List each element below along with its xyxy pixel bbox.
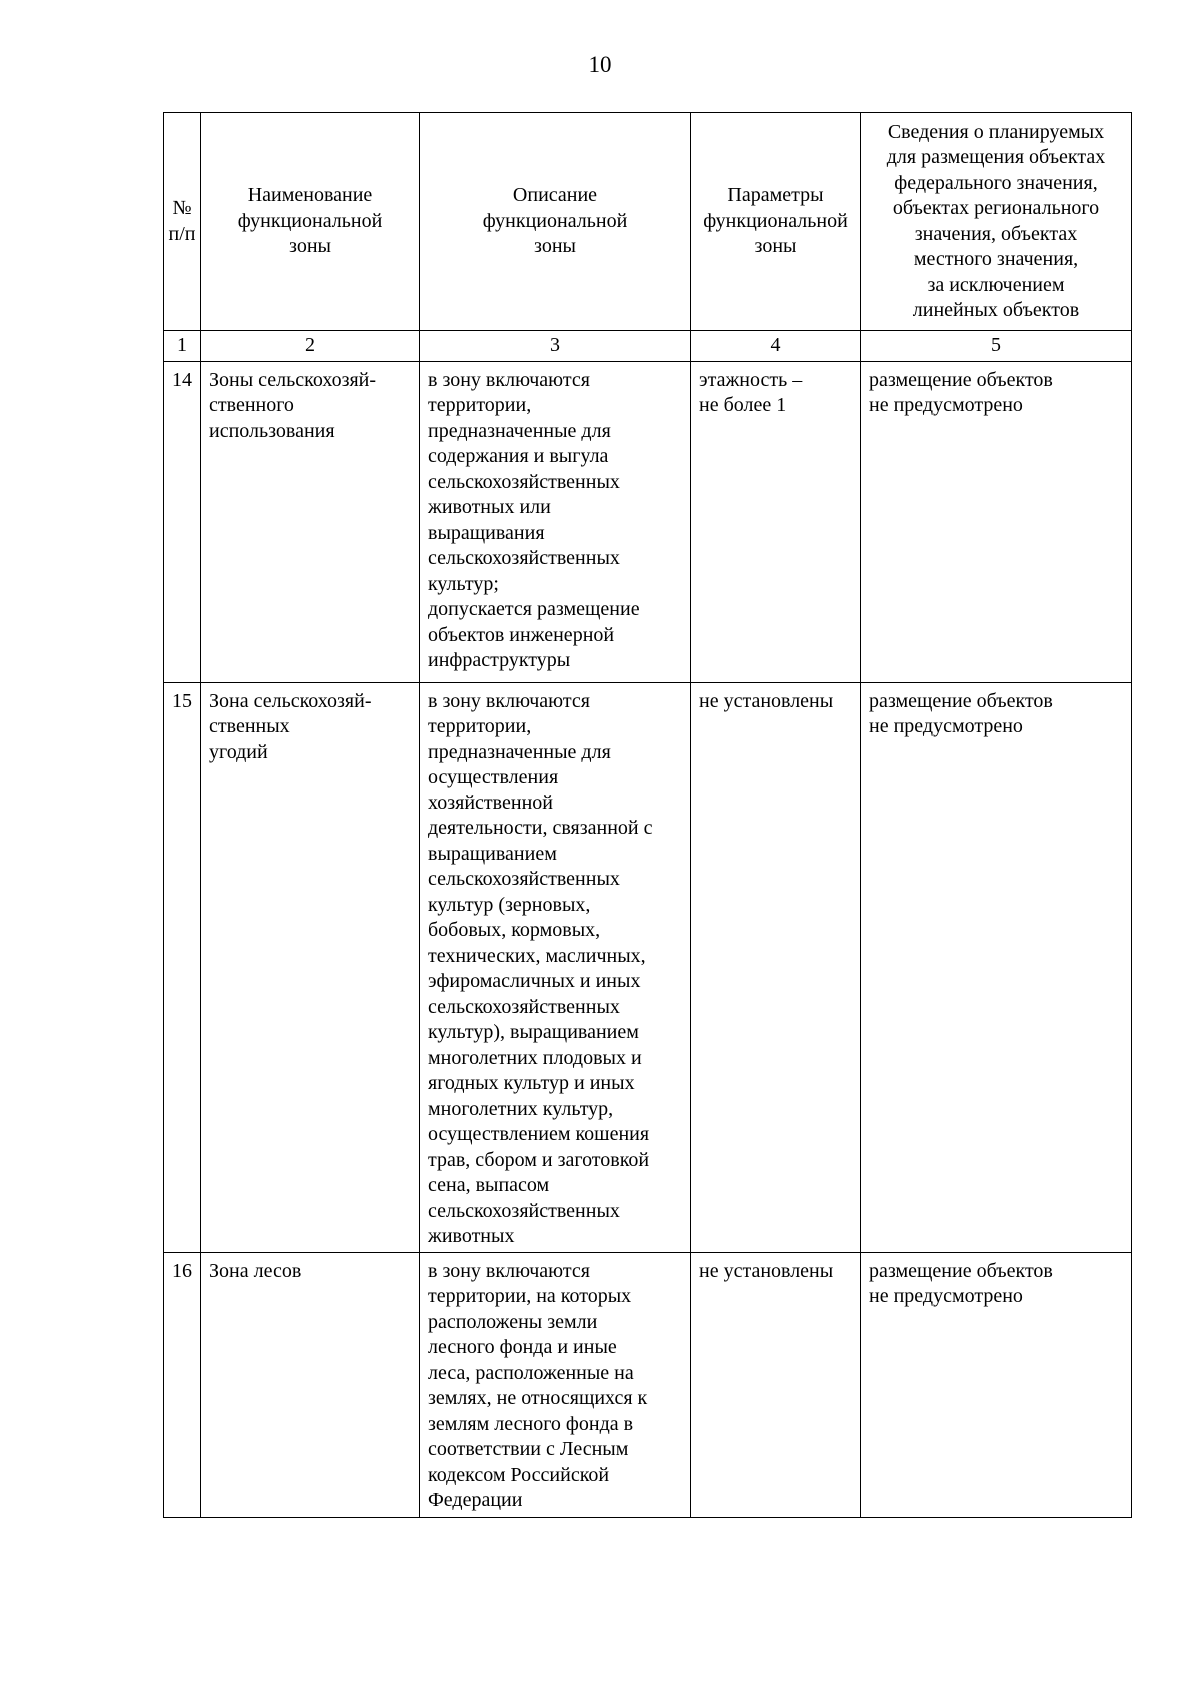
table-header-row xyxy=(164,113,1132,331)
table-row xyxy=(164,682,1132,1252)
column-index: 5 xyxy=(861,331,1132,362)
header-number: № п/п xyxy=(164,113,201,331)
header-planned-objects: Сведения о планируемых для размещения объектах федерального значения, объектах регионального значения, объектах местного значения, за исключением линейных объектов xyxy=(861,113,1132,331)
column-index-row xyxy=(164,331,1132,362)
row-number: 15 xyxy=(164,682,201,1252)
zone-name: Зона сельскохозяй- ственных угодий xyxy=(201,682,420,1252)
planned-objects: размещение объектов не предусмотрено xyxy=(861,682,1132,1252)
zone-description: в зону включаются территории, предназначенные для содержания и выгула сельскохозяйственных животных или выращивания сельскохозяйственных культур; допускается размещение объектов инженерной инфраструктуры xyxy=(420,361,691,682)
header-zone-parameters: Параметры функциональной зоны xyxy=(691,113,861,331)
zone-name: Зона лесов xyxy=(201,1252,420,1517)
column-index: 1 xyxy=(164,331,201,362)
zone-description: в зону включаются территории, на которых расположены земли лесного фонда и иные леса, расположенные на землях, не относящихся к землям лесного фонда в соответствии с Лесным кодексом Российской Федерации xyxy=(420,1252,691,1517)
zone-name: Зоны сельскохозяй- ственного использования xyxy=(201,361,420,682)
page-number: 10 xyxy=(588,52,612,77)
table-row xyxy=(164,1252,1132,1517)
functional-zones-table xyxy=(163,112,1132,1518)
column-index: 4 xyxy=(691,331,861,362)
zone-parameters: не установлены xyxy=(691,682,861,1252)
zone-description: в зону включаются территории, предназначенные для осуществления хозяйственной деятельности, связанной с выращиванием сельскохозяйственных культур (зерновых, бобовых, кормовых, технических, масличных, эфиромасличных и иных сельскохозяйственных культур), выращиванием многолетних плодовых и ягодных культур и иных многолетних культур, осуществлением кошения трав, сбором и заготовкой сена, выпасом сельскохозяйственных животных xyxy=(420,682,691,1252)
header-zone-description: Описание функциональной зоны xyxy=(420,113,691,331)
row-number: 14 xyxy=(164,361,201,682)
column-index: 3 xyxy=(420,331,691,362)
table-row xyxy=(164,361,1132,682)
zone-parameters: не установлены xyxy=(691,1252,861,1517)
planned-objects: размещение объектов не предусмотрено xyxy=(861,1252,1132,1517)
row-number: 16 xyxy=(164,1252,201,1517)
header-zone-name: Наименование функциональной зоны xyxy=(201,113,420,331)
column-index: 2 xyxy=(201,331,420,362)
zone-parameters: этажность – не более 1 xyxy=(691,361,861,682)
planned-objects: размещение объектов не предусмотрено xyxy=(861,361,1132,682)
